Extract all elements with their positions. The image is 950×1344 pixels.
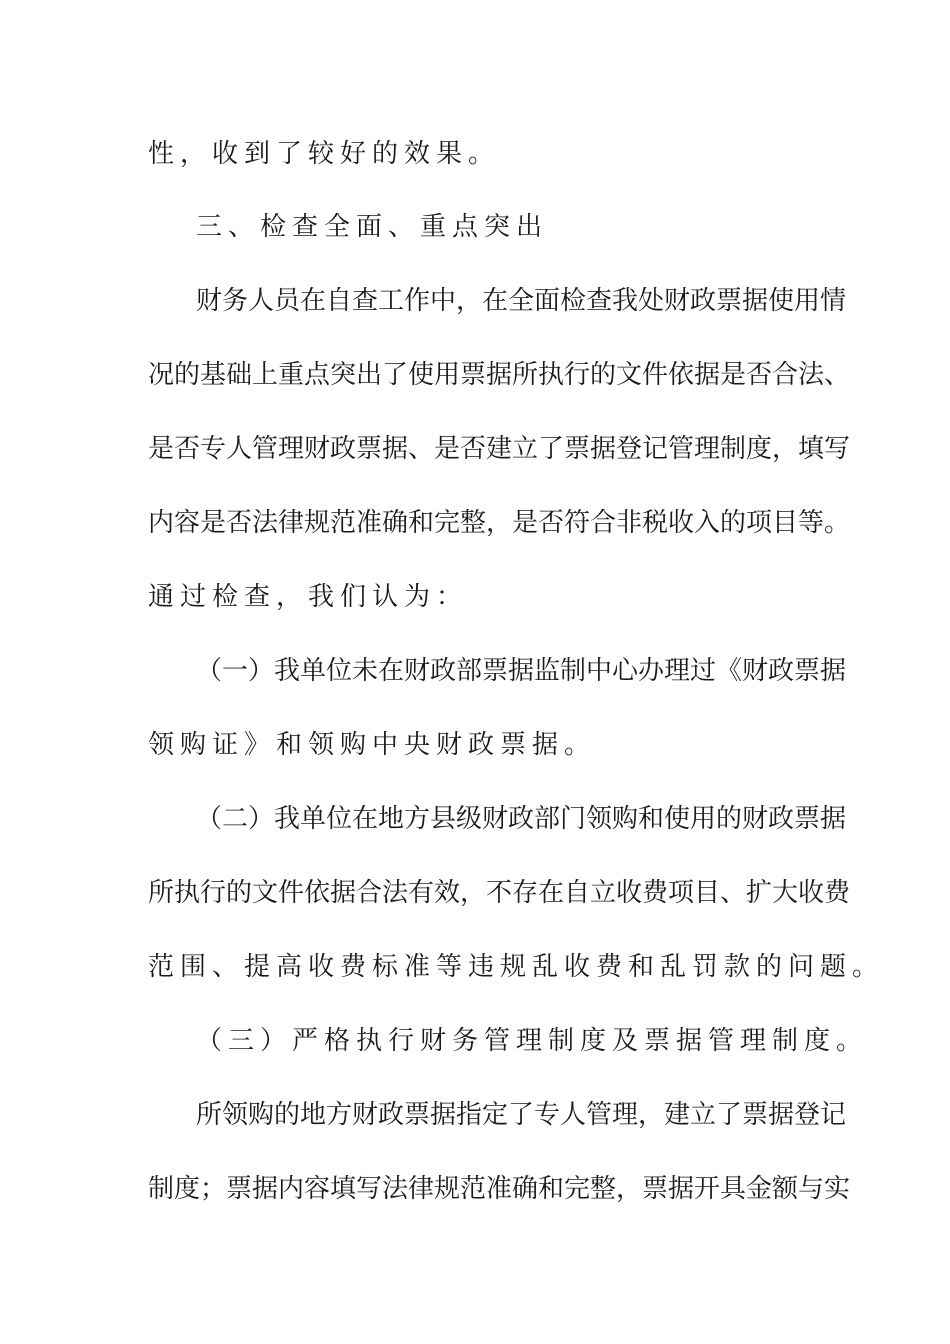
paragraph-line: 所领购的地方财政票据指定了专人管理，建立了票据登记: [196, 1100, 847, 1130]
section-heading: 三、检查全面、重点突出: [196, 212, 549, 242]
paragraph-line: 范围、提高收费标准等违规乱收费和乱罚款的问题。: [148, 952, 885, 982]
paragraph-line: 所执行的文件依据合法有效，不存在自立收费项目、扩大收费: [148, 878, 851, 908]
paragraph-line: 况的基础上重点突出了使用票据所执行的文件依据是否合法、: [148, 360, 851, 390]
paragraph-line: 内容是否法律规范准确和完整，是否符合非税收入的项目等。: [148, 508, 851, 538]
paragraph-line: （一）我单位未在财政部票据监制中心办理过《财政票据: [196, 656, 847, 686]
paragraph-line: （二）我单位在地方县级财政部门领购和使用的财政票据: [196, 804, 847, 834]
paragraph-line: 财务人员在自查工作中，在全面检查我处财政票据使用情: [196, 286, 847, 316]
paragraph-line: 领购证》和领购中央财政票据。: [148, 730, 597, 760]
paragraph-line: 性，收到了较好的效果。: [148, 139, 501, 169]
paragraph-line: 是否专人管理财政票据、是否建立了票据登记管理制度，填写: [148, 434, 851, 464]
paragraph-line: 制度；票据内容填写法律规范准确和完整，票据开具金额与实: [148, 1174, 851, 1204]
paragraph-line: 通过检查，我们认为：: [148, 582, 469, 612]
paragraph-line: （三）严格执行财务管理制度及票据管理制度。: [196, 1026, 869, 1056]
